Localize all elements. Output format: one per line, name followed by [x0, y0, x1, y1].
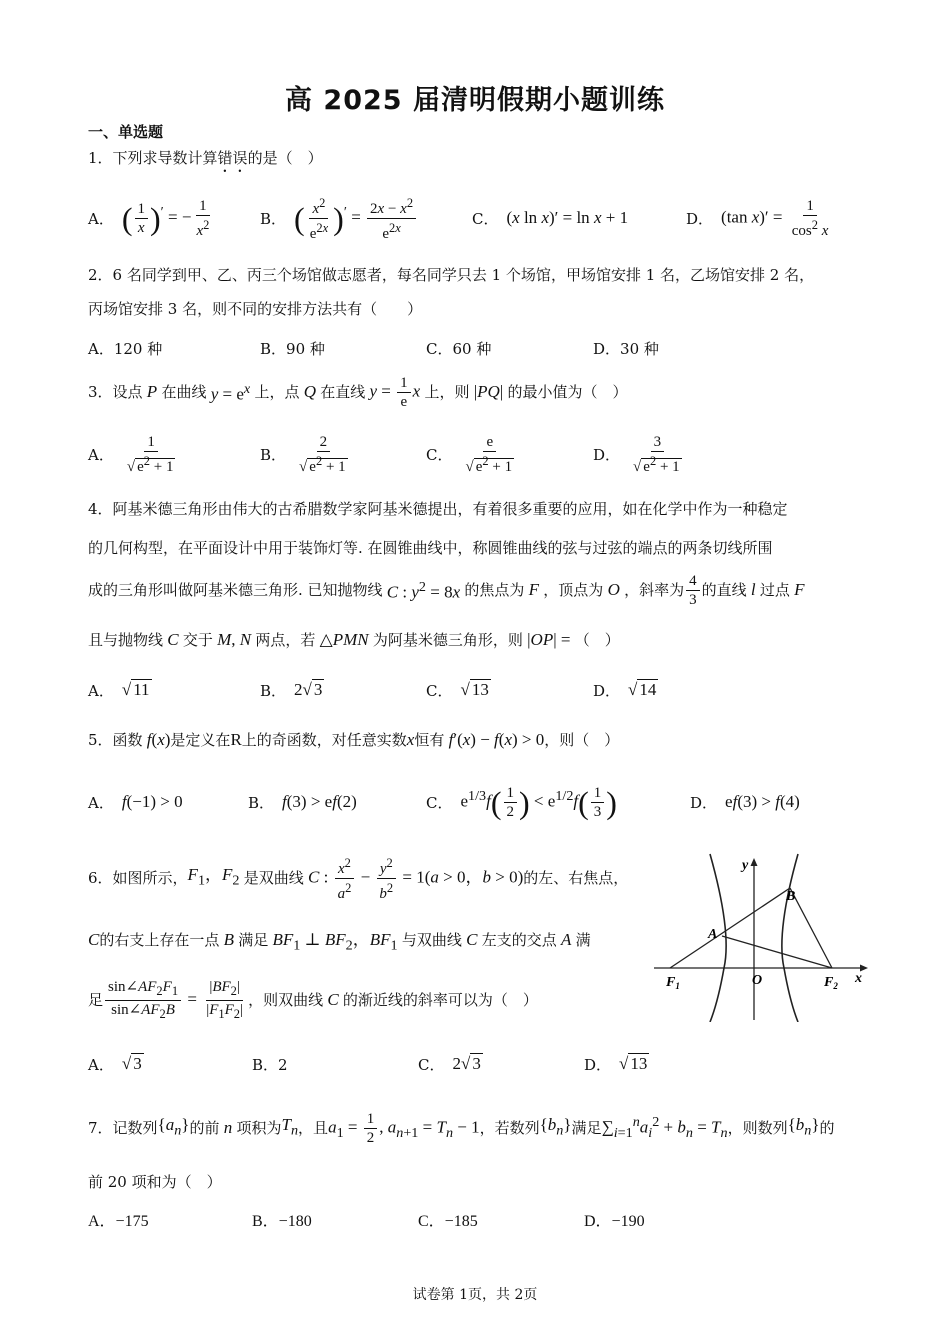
q5-option-d[interactable]: D． ef(3) > f(4) [690, 792, 800, 812]
right-branch [782, 854, 798, 1022]
q2-option-c[interactable]: C．60 种 [426, 339, 492, 358]
q5-option-c[interactable]: C． $e^{1/3}f$( $\frac{1}{2}$ ) < $e^{1/2}f$( $\frac{1}{3}$ ) [426, 784, 617, 820]
hyperbola-figure [652, 852, 870, 1022]
line-b-f2 [790, 888, 832, 968]
page-title: 高 2025 届清明假期小题训练 [285, 85, 665, 116]
q1-option-c[interactable]: C． (x ln x)′ = ln x + 1 [472, 208, 629, 228]
q1-option-d[interactable]: D． (tan x)′ = $\frac{1}{\cos^2 x}$ [686, 197, 829, 239]
q4-option-b[interactable]: B． 2√ 3 [260, 680, 323, 700]
section-heading: 一、单选题 [88, 123, 164, 141]
label-b: B [786, 889, 796, 904]
question-3-stem: 3．设点 P 在曲线 $y = e^x$ 上，点 Q 在直线 y = $\frac{1}{e}$ x 上，则 |PQ| 的最小值为（ ） [88, 374, 628, 410]
question-7-options [88, 1197, 868, 1241]
q4-option-a[interactable]: A． √ 11 [88, 680, 150, 700]
q6-option-b[interactable]: B．2 [252, 1055, 288, 1074]
question-1-options [88, 196, 868, 240]
q5-option-a[interactable]: A． f(−1) > 0 [88, 792, 183, 812]
label-y: y [742, 858, 749, 873]
question-4-line-2: 的几何构型，在平面设计中用于装饰灯等. 在圆锥曲线中，称圆锥曲线的弦与过弦的端点的两条切线所围 [88, 539, 773, 557]
q2-option-b[interactable]: B．90 种 [260, 339, 325, 358]
q1-option-b[interactable]: B． ( $\frac{x^2}{e^{2x}}$ )′ = $\frac{2x - x^2}{e^{2x}}$ [260, 196, 418, 240]
q1-option-a[interactable]: A． ( $\frac{1}{x}$ )′ = − $\frac{1}{x^2}$ [88, 197, 210, 239]
label-a: A [708, 927, 718, 942]
q7-option-a[interactable]: A．−175 [88, 1212, 149, 1230]
question-2-line-1: 2．6 名同学到甲、乙、丙三个场馆做志愿者，每名同学只去 1 个场馆，甲场馆安排 1 名，乙场馆安排 2 名， [88, 266, 815, 284]
q7-option-b[interactable]: B．−180 [252, 1212, 312, 1230]
question-6-options [88, 1042, 868, 1086]
question-4-line-4: 且与抛物线 C 交于 M, N 两点，若 △PMN 为阿基米德三角形，则 |OP| = （ ） [88, 630, 620, 649]
question-4-line-3: 成的三角形叫做阿基米德三角形. 已知抛物线 C : $y^2 = 8x$ 的焦点为 F ，顶点为 O ，斜率为 $\frac{4}{3}$ 的直线 l 过点 F [88, 572, 805, 608]
q2-option-a[interactable]: A．120 种 [88, 339, 163, 358]
question-4-options [88, 668, 868, 712]
question-5-stem: 5．函数 f(x)是定义在R上的奇函数，对任意实数x恒有 f′(x) − f(x) > 0，则（ ） [88, 730, 620, 749]
label-x: x [855, 971, 862, 986]
question-6-line-1: 6．如图所示， $F_1$，$F_2$ 是双曲线 C : $\frac{x^2}{a^2}$ − $\frac{y^2}{b^2}$ = 1(a > 0，b > 0) 的左、右焦点， [88, 855, 629, 902]
q3-option-c[interactable]: C． $\frac{e}{√ e^2 + 1}$ [426, 433, 513, 475]
q6-option-a[interactable]: A． √ 3 [88, 1054, 142, 1074]
question-6-line-2: C的右支上存在一点 B 满足 $BF_1$ ⊥ $BF_2$，$BF_1$ 与双曲线 C 左支的交点 A 满 [88, 930, 591, 954]
label-f1: $F_1$ [666, 975, 680, 991]
q3-option-d[interactable]: D． $\frac{3}{√ e^2 + 1}$ [593, 433, 680, 475]
question-1-stem: 1．下列求导数计算错误的是（ ） [88, 149, 323, 167]
line-a-f2 [722, 936, 832, 968]
q7-option-d[interactable]: D．−190 [584, 1212, 645, 1230]
q3-option-a[interactable]: A． $\frac{1}{√ e^2 + 1}$ [88, 433, 174, 475]
q7-option-c[interactable]: C．−185 [418, 1212, 478, 1230]
line-f1-b [670, 888, 790, 968]
q2-option-d[interactable]: D．30 种 [593, 339, 659, 358]
question-3-options [88, 432, 868, 476]
q5-option-b[interactable]: B． f(3) > ef(2) [248, 792, 357, 812]
page-footer: 试卷第 1页，共 2页 [412, 1287, 538, 1303]
question-6-line-3: 足 $\frac{\sin\angle AF_2F_1}{\sin\angle AF_2B}$ = $\frac{|BF_2|}{|F_1F_2|}$ ，则双曲线 C 的渐近线的斜率可以为（ ） [88, 978, 538, 1021]
q6-option-d[interactable]: D． √ 13 [584, 1054, 648, 1074]
question-2-line-2: 丙场馆安排 3 名，则不同的安排方法共有（ ） [88, 300, 423, 318]
y-axis-arrow [751, 858, 758, 866]
question-7-line-1: 7．记数列 $\{a_n\}$ 的前 n 项积为 $T_n$ ，且 $a_1$ = $\frac{1}{2}$ , $a_{n+1} = T_n - 1$ ，若数列 $\{b_n\}$ 满足 $\sum_{i=1}^na_i^2 + b_n = T_n$ ，则数列 $\{b_n\}$ 的 [88, 1110, 835, 1146]
q3-option-b[interactable]: B． $\frac{2}{√ e^2 + 1}$ [260, 433, 346, 475]
question-5-options [88, 780, 868, 824]
q4-option-d[interactable]: D． √ 14 [593, 680, 657, 700]
q4-option-c[interactable]: C． √ 13 [426, 680, 489, 700]
q6-option-c[interactable]: C． 2√ 3 [418, 1054, 481, 1074]
question-4-line-1: 4．阿基米德三角形由伟大的古希腊数学家阿基米德提出，有着很多重要的应用，如在化学中作为一种稳定 [88, 500, 788, 518]
label-o: O [752, 973, 763, 988]
label-f2: $F_2$ [824, 975, 838, 991]
question-2-options [88, 326, 868, 370]
question-7-line-2: 前 20 项和为（ ） [88, 1173, 222, 1191]
